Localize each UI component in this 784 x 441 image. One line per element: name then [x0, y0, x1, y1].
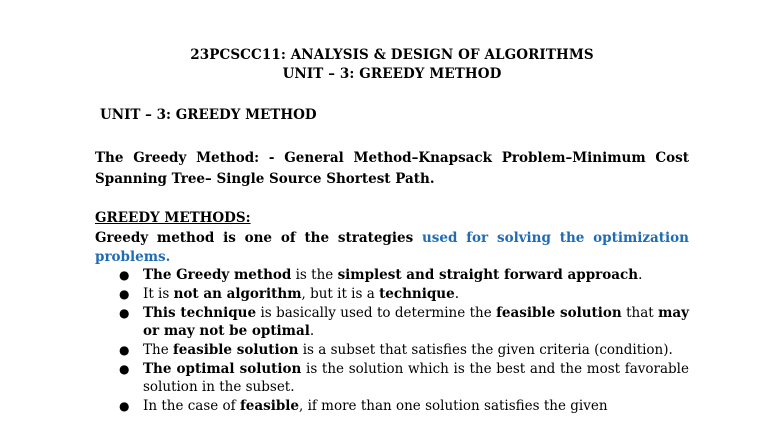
- bullet-text: This technique: [143, 305, 257, 321]
- section-heading: GREEDY METHODS:: [95, 210, 251, 226]
- bullet-icon: ●: [119, 362, 130, 376]
- bullet-text: feasible solution: [496, 305, 622, 321]
- bullet-text: that: [621, 305, 659, 321]
- bullet-text: .: [638, 267, 643, 283]
- bullet-icon: ●: [119, 399, 130, 413]
- syllabus-paragraph: The Greedy Method: - General Method–Knapsack Problem–Minimum Cost Spanning Tree– Single Source Shortest Path.: [95, 150, 689, 187]
- course-title: 23PCSCC11: ANALYSIS & DESIGN OF ALGORITHMS: [190, 47, 594, 63]
- intro-highlight: used for solving the optimization problems.: [95, 230, 689, 265]
- bullet-icon: ●: [119, 306, 130, 320]
- bullet-text: technique: [379, 286, 455, 302]
- list-item: [0, 285, 689, 303]
- bullet-text: The optimal solution: [143, 361, 302, 377]
- bullet-text: .: [454, 286, 460, 302]
- bullet-text: , but it is a: [301, 286, 380, 302]
- bullet-text: feasible: [239, 398, 299, 414]
- intro-text: Greedy method is one of the strategies: [95, 230, 422, 246]
- bullet-list: [0, 266, 784, 416]
- bullet-text: The: [143, 342, 173, 358]
- bullet-text: is basically used to determine the: [256, 305, 497, 321]
- bullet-text: is a subset that satisfies the given criteria (condition).: [298, 342, 673, 358]
- bullet-icon: ●: [119, 268, 130, 282]
- bullet-text: In the case of: [143, 398, 240, 414]
- list-item: [0, 360, 689, 396]
- bullet-text: may or may not be optimal: [143, 305, 689, 339]
- intro-paragraph: [95, 229, 689, 266]
- bullet-text: It is: [143, 286, 174, 302]
- bullet-icon: ●: [119, 287, 130, 301]
- list-item: [0, 341, 689, 359]
- list-item: [0, 397, 689, 415]
- bullet-icon: ●: [119, 343, 130, 357]
- bullet-text: .: [309, 323, 315, 339]
- bullet-text: simplest and straight forward approach: [337, 267, 639, 283]
- bullet-text: is the: [291, 267, 338, 283]
- list-item: [0, 304, 689, 340]
- bullet-text: is the solution which is the best and the most favorable solution in the subset.: [143, 361, 689, 395]
- bullet-text: , if more than one solution satisfies the given: [298, 398, 608, 414]
- unit-title: UNIT – 3: GREEDY METHOD: [100, 107, 317, 123]
- list-item: [0, 266, 689, 284]
- unit-header: UNIT – 3: GREEDY METHOD: [282, 66, 502, 82]
- bullet-text: not an algorithm: [173, 286, 302, 302]
- bullet-text: feasible solution: [172, 342, 299, 358]
- bullet-text: The Greedy method: [143, 267, 292, 283]
